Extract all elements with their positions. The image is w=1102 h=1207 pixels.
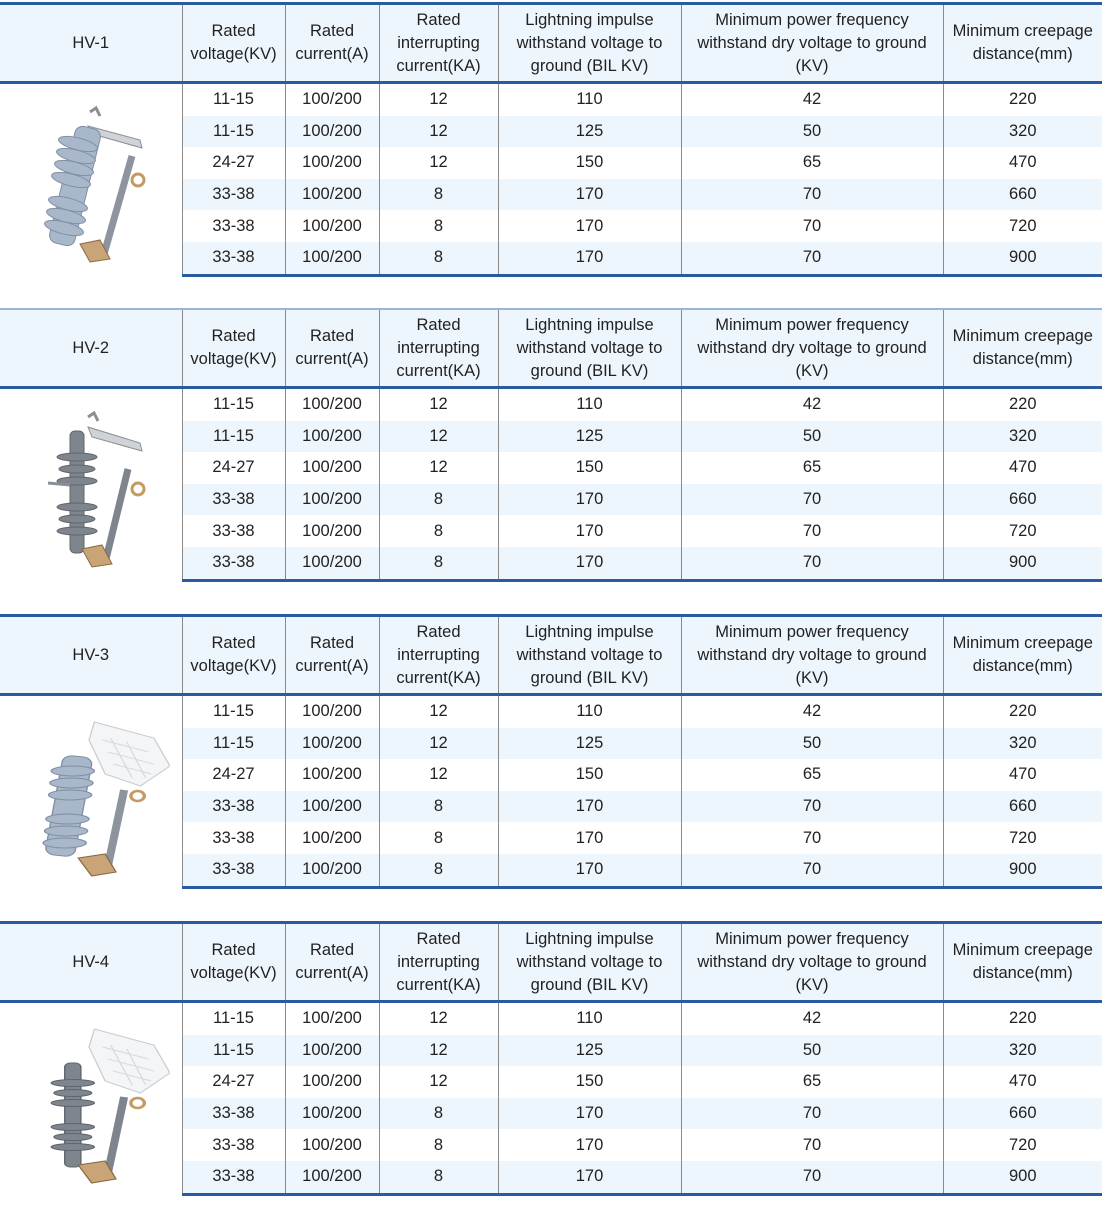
column-header-power-frequency-voltage: Minimum power frequency withstand dry voltage to ground (KV) [681, 309, 943, 388]
cell-bil-voltage: 170 [498, 242, 681, 275]
cell-power-frequency-voltage: 70 [681, 515, 943, 547]
cell-creepage-distance: 900 [943, 242, 1102, 275]
cell-rated-voltage: 11-15 [182, 421, 285, 453]
cell-rated-current: 100/200 [285, 1161, 379, 1194]
cell-creepage-distance: 720 [943, 515, 1102, 547]
cell-interrupting-current: 8 [379, 1098, 498, 1130]
cell-bil-voltage: 170 [498, 515, 681, 547]
cell-interrupting-current: 8 [379, 210, 498, 242]
cell-power-frequency-voltage: 50 [681, 728, 943, 760]
cell-creepage-distance: 470 [943, 452, 1102, 484]
header-row [0, 309, 1102, 388]
cell-interrupting-current: 8 [379, 179, 498, 211]
cell-interrupting-current: 12 [379, 728, 498, 760]
table-row [0, 83, 1102, 116]
cell-rated-voltage: 11-15 [182, 1035, 285, 1067]
cell-power-frequency-voltage: 42 [681, 388, 943, 421]
cell-rated-voltage: 24-27 [182, 1066, 285, 1098]
cell-rated-voltage: 11-15 [182, 1002, 285, 1035]
cell-bil-voltage: 170 [498, 854, 681, 887]
cell-rated-voltage: 11-15 [182, 695, 285, 728]
column-header-creepage-distance: Minimum creepage distance(mm) [943, 4, 1102, 83]
column-header-power-frequency-voltage: Minimum power frequency withstand dry voltage to ground (KV) [681, 616, 943, 695]
cell-bil-voltage: 170 [498, 1129, 681, 1161]
cell-rated-current: 100/200 [285, 547, 379, 580]
cell-rated-voltage: 33-38 [182, 484, 285, 516]
column-header-creepage-distance: Minimum creepage distance(mm) [943, 309, 1102, 388]
column-header-rated-voltage: Rated voltage(KV) [182, 616, 285, 695]
porcelain-insulator-cutout-fuse-icon [40, 104, 150, 269]
cell-rated-current: 100/200 [285, 1035, 379, 1067]
cell-rated-voltage: 33-38 [182, 210, 285, 242]
cell-rated-voltage: 11-15 [182, 83, 285, 116]
cell-power-frequency-voltage: 70 [681, 242, 943, 275]
cell-rated-voltage: 33-38 [182, 822, 285, 854]
cell-interrupting-current: 12 [379, 388, 498, 421]
cell-creepage-distance: 660 [943, 791, 1102, 823]
cell-rated-current: 100/200 [285, 179, 379, 211]
model-name: HV-2 [0, 309, 182, 388]
polymer-insulator-cutout-fuse-icon [40, 409, 150, 574]
model-name: HV-1 [0, 4, 182, 83]
cell-power-frequency-voltage: 70 [681, 179, 943, 211]
cell-power-frequency-voltage: 65 [681, 452, 943, 484]
cell-power-frequency-voltage: 70 [681, 210, 943, 242]
header-row [0, 923, 1102, 1002]
cell-rated-current: 100/200 [285, 1002, 379, 1035]
cell-power-frequency-voltage: 50 [681, 116, 943, 148]
cell-bil-voltage: 150 [498, 1066, 681, 1098]
cell-creepage-distance: 320 [943, 421, 1102, 453]
cell-bil-voltage: 125 [498, 116, 681, 148]
cell-interrupting-current: 12 [379, 452, 498, 484]
cell-rated-current: 100/200 [285, 83, 379, 116]
spec-table-hv-3 [0, 614, 1102, 889]
cell-bil-voltage: 170 [498, 547, 681, 580]
cell-creepage-distance: 900 [943, 854, 1102, 887]
product-image-cell [0, 83, 182, 276]
cell-rated-current: 100/200 [285, 515, 379, 547]
cell-bil-voltage: 150 [498, 452, 681, 484]
cell-rated-current: 100/200 [285, 242, 379, 275]
cell-rated-voltage: 33-38 [182, 515, 285, 547]
cell-rated-current: 100/200 [285, 695, 379, 728]
column-header-rated-current: Rated current(A) [285, 4, 379, 83]
cell-bil-voltage: 170 [498, 791, 681, 823]
cell-power-frequency-voltage: 70 [681, 1129, 943, 1161]
cell-rated-current: 100/200 [285, 1098, 379, 1130]
column-header-rated-current: Rated current(A) [285, 616, 379, 695]
cell-creepage-distance: 720 [943, 822, 1102, 854]
cell-creepage-distance: 320 [943, 116, 1102, 148]
cell-power-frequency-voltage: 70 [681, 822, 943, 854]
cell-interrupting-current: 12 [379, 1035, 498, 1067]
cell-rated-current: 100/200 [285, 728, 379, 760]
cell-interrupting-current: 12 [379, 759, 498, 791]
cell-power-frequency-voltage: 65 [681, 147, 943, 179]
cell-power-frequency-voltage: 42 [681, 83, 943, 116]
cell-creepage-distance: 720 [943, 210, 1102, 242]
header-row [0, 616, 1102, 695]
cell-bil-voltage: 150 [498, 759, 681, 791]
spec-table-hv-1 [0, 2, 1102, 277]
cell-bil-voltage: 125 [498, 728, 681, 760]
cell-creepage-distance: 900 [943, 1161, 1102, 1194]
cell-creepage-distance: 660 [943, 179, 1102, 211]
cell-rated-voltage: 33-38 [182, 1161, 285, 1194]
cell-creepage-distance: 320 [943, 728, 1102, 760]
column-header-power-frequency-voltage: Minimum power frequency withstand dry voltage to ground (KV) [681, 4, 943, 83]
spec-table-hv-4 [0, 921, 1102, 1196]
cell-bil-voltage: 110 [498, 388, 681, 421]
cell-bil-voltage: 125 [498, 421, 681, 453]
cell-interrupting-current: 8 [379, 854, 498, 887]
cell-creepage-distance: 720 [943, 1129, 1102, 1161]
column-header-rated-voltage: Rated voltage(KV) [182, 923, 285, 1002]
cell-rated-current: 100/200 [285, 484, 379, 516]
porcelain-insulator-cutout-fuse-with-arc-chute-icon [10, 716, 170, 881]
cell-bil-voltage: 110 [498, 83, 681, 116]
cell-bil-voltage: 125 [498, 1035, 681, 1067]
cell-rated-current: 100/200 [285, 116, 379, 148]
cell-creepage-distance: 220 [943, 1002, 1102, 1035]
cell-rated-current: 100/200 [285, 822, 379, 854]
column-header-rated-voltage: Rated voltage(KV) [182, 4, 285, 83]
column-header-rated-current: Rated current(A) [285, 923, 379, 1002]
spec-table-hv-2 [0, 308, 1102, 582]
cell-creepage-distance: 220 [943, 388, 1102, 421]
cell-rated-current: 100/200 [285, 854, 379, 887]
cell-creepage-distance: 900 [943, 547, 1102, 580]
column-header-bil-voltage: Lightning impulse withstand voltage to ground (BIL KV) [498, 923, 681, 1002]
product-image-cell [0, 695, 182, 888]
cell-power-frequency-voltage: 70 [681, 484, 943, 516]
cell-rated-voltage: 11-15 [182, 116, 285, 148]
cell-power-frequency-voltage: 70 [681, 854, 943, 887]
cell-rated-current: 100/200 [285, 452, 379, 484]
cell-bil-voltage: 170 [498, 822, 681, 854]
cell-interrupting-current: 8 [379, 822, 498, 854]
cell-creepage-distance: 220 [943, 83, 1102, 116]
polymer-insulator-cutout-fuse-with-arc-chute-icon [10, 1023, 170, 1188]
cell-interrupting-current: 8 [379, 242, 498, 275]
product-image-cell [0, 388, 182, 581]
cell-interrupting-current: 8 [379, 1129, 498, 1161]
column-header-interrupting-current: Rated interrupting current(KA) [379, 616, 498, 695]
cell-bil-voltage: 170 [498, 210, 681, 242]
cell-power-frequency-voltage: 50 [681, 1035, 943, 1067]
cell-rated-current: 100/200 [285, 759, 379, 791]
cell-creepage-distance: 320 [943, 1035, 1102, 1067]
header-row [0, 4, 1102, 83]
cell-rated-voltage: 33-38 [182, 791, 285, 823]
cell-rated-current: 100/200 [285, 1129, 379, 1161]
cell-interrupting-current: 8 [379, 1161, 498, 1194]
column-header-bil-voltage: Lightning impulse withstand voltage to ground (BIL KV) [498, 309, 681, 388]
cell-bil-voltage: 170 [498, 484, 681, 516]
table-row [0, 1002, 1102, 1035]
cell-rated-current: 100/200 [285, 421, 379, 453]
column-header-creepage-distance: Minimum creepage distance(mm) [943, 616, 1102, 695]
cell-interrupting-current: 8 [379, 547, 498, 580]
cell-interrupting-current: 12 [379, 1002, 498, 1035]
cell-bil-voltage: 110 [498, 695, 681, 728]
cell-rated-voltage: 24-27 [182, 452, 285, 484]
cell-rated-voltage: 24-27 [182, 147, 285, 179]
cell-rated-voltage: 33-38 [182, 547, 285, 580]
cell-interrupting-current: 12 [379, 116, 498, 148]
cell-rated-voltage: 33-38 [182, 1129, 285, 1161]
column-header-interrupting-current: Rated interrupting current(KA) [379, 309, 498, 388]
cell-rated-voltage: 33-38 [182, 854, 285, 887]
cell-rated-voltage: 11-15 [182, 388, 285, 421]
cell-bil-voltage: 150 [498, 147, 681, 179]
cell-power-frequency-voltage: 70 [681, 1161, 943, 1194]
cell-rated-current: 100/200 [285, 791, 379, 823]
cell-interrupting-current: 12 [379, 147, 498, 179]
cell-power-frequency-voltage: 50 [681, 421, 943, 453]
cell-rated-current: 100/200 [285, 147, 379, 179]
cell-rated-current: 100/200 [285, 1066, 379, 1098]
cell-creepage-distance: 660 [943, 484, 1102, 516]
cell-creepage-distance: 470 [943, 1066, 1102, 1098]
table-row [0, 695, 1102, 728]
column-header-interrupting-current: Rated interrupting current(KA) [379, 923, 498, 1002]
cell-power-frequency-voltage: 42 [681, 695, 943, 728]
cell-rated-voltage: 33-38 [182, 1098, 285, 1130]
cell-rated-current: 100/200 [285, 210, 379, 242]
table-row [0, 388, 1102, 421]
cell-bil-voltage: 170 [498, 179, 681, 211]
column-header-power-frequency-voltage: Minimum power frequency withstand dry voltage to ground (KV) [681, 923, 943, 1002]
cell-rated-voltage: 33-38 [182, 179, 285, 211]
cell-creepage-distance: 470 [943, 147, 1102, 179]
cell-interrupting-current: 8 [379, 515, 498, 547]
column-header-bil-voltage: Lightning impulse withstand voltage to ground (BIL KV) [498, 616, 681, 695]
cell-power-frequency-voltage: 70 [681, 791, 943, 823]
column-header-interrupting-current: Rated interrupting current(KA) [379, 4, 498, 83]
column-header-rated-current: Rated current(A) [285, 309, 379, 388]
cell-power-frequency-voltage: 65 [681, 1066, 943, 1098]
cell-bil-voltage: 110 [498, 1002, 681, 1035]
cell-rated-current: 100/200 [285, 388, 379, 421]
cell-rated-voltage: 33-38 [182, 242, 285, 275]
model-name: HV-3 [0, 616, 182, 695]
cell-power-frequency-voltage: 42 [681, 1002, 943, 1035]
cell-power-frequency-voltage: 65 [681, 759, 943, 791]
cell-interrupting-current: 12 [379, 421, 498, 453]
cell-interrupting-current: 8 [379, 484, 498, 516]
column-header-bil-voltage: Lightning impulse withstand voltage to ground (BIL KV) [498, 4, 681, 83]
cell-rated-voltage: 11-15 [182, 728, 285, 760]
cell-interrupting-current: 12 [379, 695, 498, 728]
cell-creepage-distance: 660 [943, 1098, 1102, 1130]
cell-power-frequency-voltage: 70 [681, 1098, 943, 1130]
cell-power-frequency-voltage: 70 [681, 547, 943, 580]
model-name: HV-4 [0, 923, 182, 1002]
cell-bil-voltage: 170 [498, 1098, 681, 1130]
cell-interrupting-current: 8 [379, 791, 498, 823]
cell-creepage-distance: 220 [943, 695, 1102, 728]
cell-creepage-distance: 470 [943, 759, 1102, 791]
product-image-cell [0, 1002, 182, 1195]
cell-rated-voltage: 24-27 [182, 759, 285, 791]
column-header-creepage-distance: Minimum creepage distance(mm) [943, 923, 1102, 1002]
cell-bil-voltage: 170 [498, 1161, 681, 1194]
cell-interrupting-current: 12 [379, 83, 498, 116]
column-header-rated-voltage: Rated voltage(KV) [182, 309, 285, 388]
cell-interrupting-current: 12 [379, 1066, 498, 1098]
